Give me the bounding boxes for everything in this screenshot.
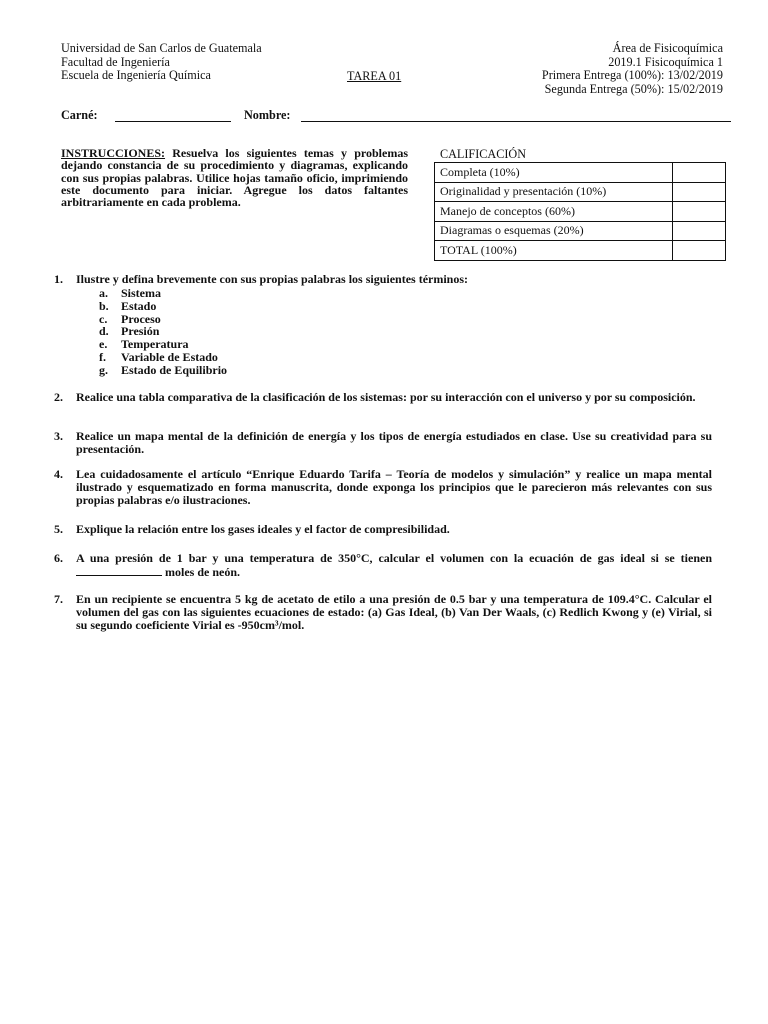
grading-row (435, 182, 726, 202)
first-delivery: Primera Entrega (100%): 13/02/2019 (541, 68, 723, 82)
question-1 (54, 273, 712, 286)
carne-label: Carné: (61, 108, 98, 122)
grading-score (673, 221, 726, 241)
question-text-before: A una presión de 1 bar y una temperatura de 350°C, calcular el volumen con la ecuación de gas ideal si se tienen (76, 551, 712, 565)
assignment-title: TAREA 01 (347, 69, 402, 83)
grading-score (673, 182, 726, 202)
grading-row (435, 163, 726, 183)
question-text: Realice una tabla comparativa de la clasificación de los sistemas: por su interacción con el universo y por su composición. (76, 390, 696, 404)
question-6 (54, 552, 712, 579)
faculty-name: Facultad de Ingeniería (61, 54, 170, 69)
grading-criterion: Diagramas o esquemas (20%) (435, 221, 673, 241)
grading-criterion: TOTAL (100%) (435, 241, 673, 261)
second-delivery: Segunda Entrega (50%): 15/02/2019 (544, 81, 723, 96)
grading-row (435, 221, 726, 241)
area-name: Área de Fisicoquímica (612, 41, 723, 55)
grading-score (673, 241, 726, 261)
question-7 (54, 593, 712, 632)
question-text: En un recipiente se encuentra 5 kg de acetato de etilo a una presión de 0.5 bar y una temperatura de 109.4°C. Calcular el volumen del gas con las siguientes ecuaciones de estado: (a) Gas Ideal, (b) Van Der Waals, (c) Redlich Kwong y (e) Virial, si su segundo coeficiente Virial es -950cm³/mol. (76, 592, 712, 632)
question-number: 4. (54, 467, 63, 481)
instructions-text: Resuelva los siguientes temas y problemas dejando constancia de su procedimiento y diagramas, explicando con sus propias palabras. Utilice hojas tamaño oficio, imprimiendo este documento para iniciar. Agregue los datos faltantes arbitrariamente en cada problema. (61, 146, 408, 210)
terms-list (99, 287, 227, 377)
course-name: 2019.1 Fisicoquímica 1 (608, 54, 723, 69)
question-5 (54, 523, 712, 536)
question-number: 2. (54, 390, 63, 404)
grading-title: CALIFICACIÓN (440, 147, 526, 161)
question-text-after: moles de neón. (162, 565, 240, 579)
institution-block (61, 42, 262, 83)
term-text: Presión (121, 324, 160, 339)
school-name: Escuela de Ingeniería Química (61, 68, 211, 82)
term-letter: d. (99, 324, 109, 339)
term-text: Estado (121, 298, 157, 313)
question-number: 6. (54, 551, 63, 565)
nombre-blank (301, 121, 731, 122)
grading-criterion: Completa (10%) (435, 163, 673, 183)
question-text: Realice un mapa mental de la definición de energía y los tipos de energía estudiados en clase. Use su creatividad para su presentación. (76, 429, 712, 456)
term-text: Variable de Estado (121, 349, 218, 364)
term-letter: c. (99, 311, 108, 326)
university-name: Universidad de San Carlos de Guatemala (61, 41, 262, 55)
question-number: 7. (54, 592, 63, 606)
instructions-label: INSTRUCCIONES: (61, 146, 166, 160)
course-block (542, 42, 723, 96)
term-text: Proceso (121, 311, 161, 326)
grading-score (673, 163, 726, 183)
term-text: Sistema (121, 286, 161, 300)
grading-criterion: Manejo de conceptos (60%) (435, 202, 673, 222)
grading-score (673, 202, 726, 222)
nombre-label: Nombre: (244, 108, 291, 122)
grading-row (435, 241, 726, 261)
question-number: 1. (54, 272, 63, 286)
term-text: Estado de Equilibrio (121, 362, 228, 377)
carne-blank (115, 121, 231, 122)
question-text: Ilustre y defina brevemente con sus propias palabras los siguientes términos: (76, 272, 469, 286)
term-letter: g. (99, 362, 108, 377)
question-3 (54, 430, 712, 456)
term-text: Temperatura (121, 337, 189, 352)
list-item (99, 313, 227, 326)
question-number: 5. (54, 522, 63, 536)
term-letter: e. (99, 337, 108, 352)
list-item (99, 364, 227, 377)
grading-row (435, 202, 726, 222)
student-id-line (61, 108, 731, 124)
question-text: Explique la relación entre los gases ideales y el factor de compresibilidad. (76, 522, 450, 536)
question-text (76, 552, 712, 579)
grading-criterion: Originalidad y presentación (10%) (435, 182, 673, 202)
question-4 (54, 468, 712, 507)
question-text: Lea cuidadosamente el artículo “Enrique Eduardo Tarifa – Teoría de modelos y simulación” y realice un mapa mental ilustrado y esquematizado en forma manuscrita, donde exponga los principios que le parecieron más relevantes con sus propias palabras e/o ilustraciones. (76, 467, 712, 507)
term-letter: b. (99, 298, 109, 313)
instructions (61, 147, 408, 208)
moles-blank (76, 565, 162, 576)
list-item (99, 300, 227, 313)
grading-table (434, 162, 726, 261)
question-number: 3. (54, 429, 63, 443)
term-letter: f. (99, 349, 106, 364)
question-2 (54, 391, 712, 404)
term-letter: a. (99, 286, 108, 300)
list-item (99, 287, 227, 300)
